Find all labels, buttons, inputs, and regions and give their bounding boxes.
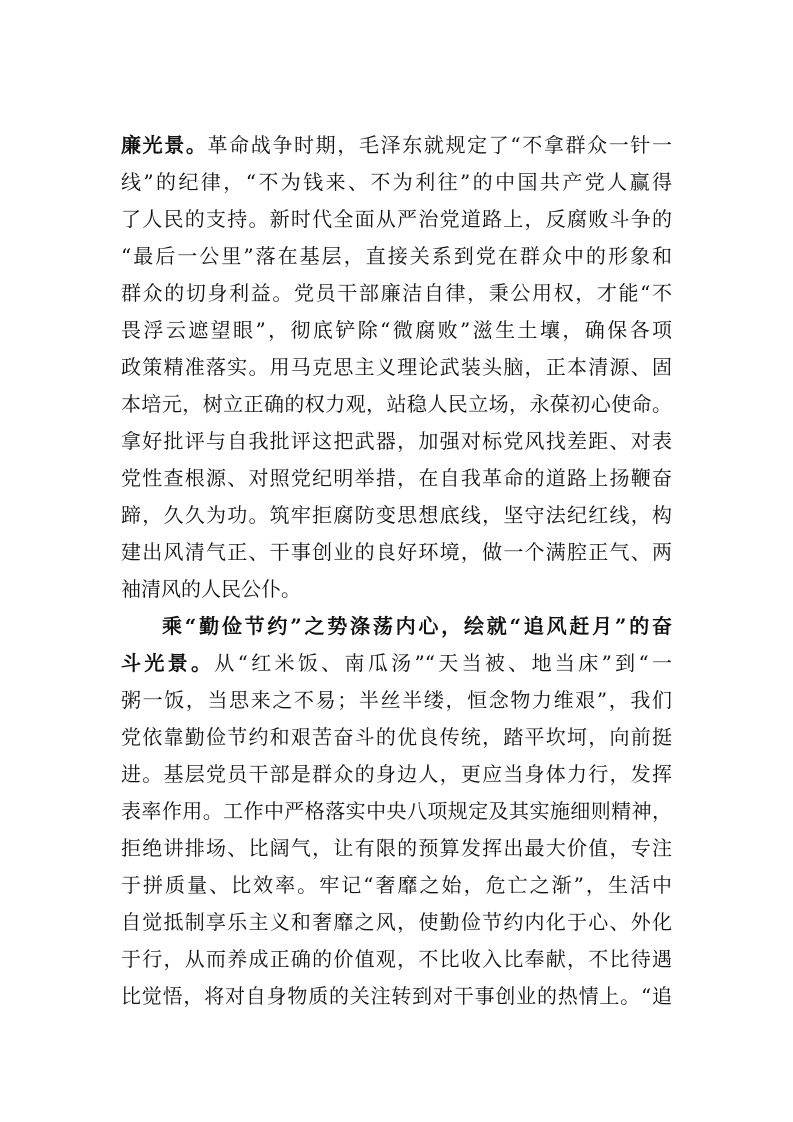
paragraph-2-line-8: 自觉抵制享乐主义和奢靡之风，使勤俭节约内化于心、外化 <box>121 910 672 934</box>
paragraph-1-line-11: 蹄，久久为功。筑牢拒腐防变思想底线，坚守法纪红线，构 <box>121 503 672 527</box>
paragraph-2-line-1 <box>121 648 672 678</box>
paragraph-1-line-13: 袖清风的人民公仆。 <box>121 577 301 601</box>
paragraph-2-heading-line-1: 乘“勤俭节约”之势涤荡内心，绘就“追风赶月”的奋 <box>162 614 672 638</box>
paragraph-1-line-9: 拿好批评与自我批评这把武器，加强对标党风找差距、对表 <box>121 429 672 453</box>
paragraph-2-line-7: 于拼质量、比效率。牢记“奢靡之始，危亡之渐”，生活中 <box>121 873 672 897</box>
paragraph-1-line-10: 党性查根源、对照党纪明举措，在自我革命的道路上扬鞭奋 <box>121 466 672 490</box>
paragraph-1-line-8: 本培元，树立正确的权力观，站稳人民立场，永葆初心使命。 <box>121 392 672 416</box>
paragraph-2-line-5: 表率作用。工作中严格落实中央八项规定及其实施细则精神， <box>121 799 672 823</box>
paragraph-1-line-7: 政策精准落实。用马克思主义理论武装头脑，正本清源、固 <box>121 355 672 379</box>
paragraph-2-line-9: 于行，从而养成正确的价值观，不比收入比奉献，不比待遇 <box>121 947 672 971</box>
paragraph-2-line-6: 拒绝讲排场、比阔气，让有限的预算发挥出最大价值，专注 <box>121 836 672 860</box>
paragraph-1-line-4: “最后一公里”落在基层，直接关系到党在群众中的形象和 <box>121 244 672 268</box>
paragraph-1-heading-tail: 廉光景。 <box>121 133 208 157</box>
paragraph-1-line-5: 群众的切身利益。党员干部廉洁自律，秉公用权，才能“不 <box>121 281 672 305</box>
paragraph-2-line-4: 进。基层党员干部是群众的身边人，更应当身体力行，发挥 <box>121 762 672 786</box>
paragraph-2-text: 从“红米饭、南瓜汤”“天当被、地当床”到“一 <box>214 651 672 675</box>
paragraph-2-heading-line-2: 斗光景。 <box>121 651 215 675</box>
paragraph-2-line-3: 党依靠勤俭节约和艰苦奋斗的优良传统，踏平坎坷，向前挺 <box>121 725 672 749</box>
paragraph-1-line-3: 了人民的支持。新时代全面从严治党道路上，反腐败斗争的 <box>121 207 672 231</box>
paragraph-2-line-10: 比觉悟，将对自身物质的关注转到对干事创业的热情上。“追 <box>121 984 672 1008</box>
paragraph-1-text: 革命战争时期，毛泽东就规定了“不拿群众一针一 <box>207 133 672 157</box>
paragraph-1-line-6: 畏浮云遮望眼”，彻底铲除“微腐败”滋生土壤，确保各项 <box>121 318 672 342</box>
paragraph-1-line-1 <box>121 130 672 160</box>
paragraph-2-line-2: 粥一饭，当思来之不易；半丝半缕，恒念物力维艰”，我们 <box>121 688 672 712</box>
paragraph-1-line-2: 线”的纪律，“不为钱来、不为利往”的中国共产党人赢得 <box>121 170 672 194</box>
paragraph-1-line-12: 建出风清气正、干事创业的良好环境，做一个满腔正气、两 <box>121 540 672 564</box>
